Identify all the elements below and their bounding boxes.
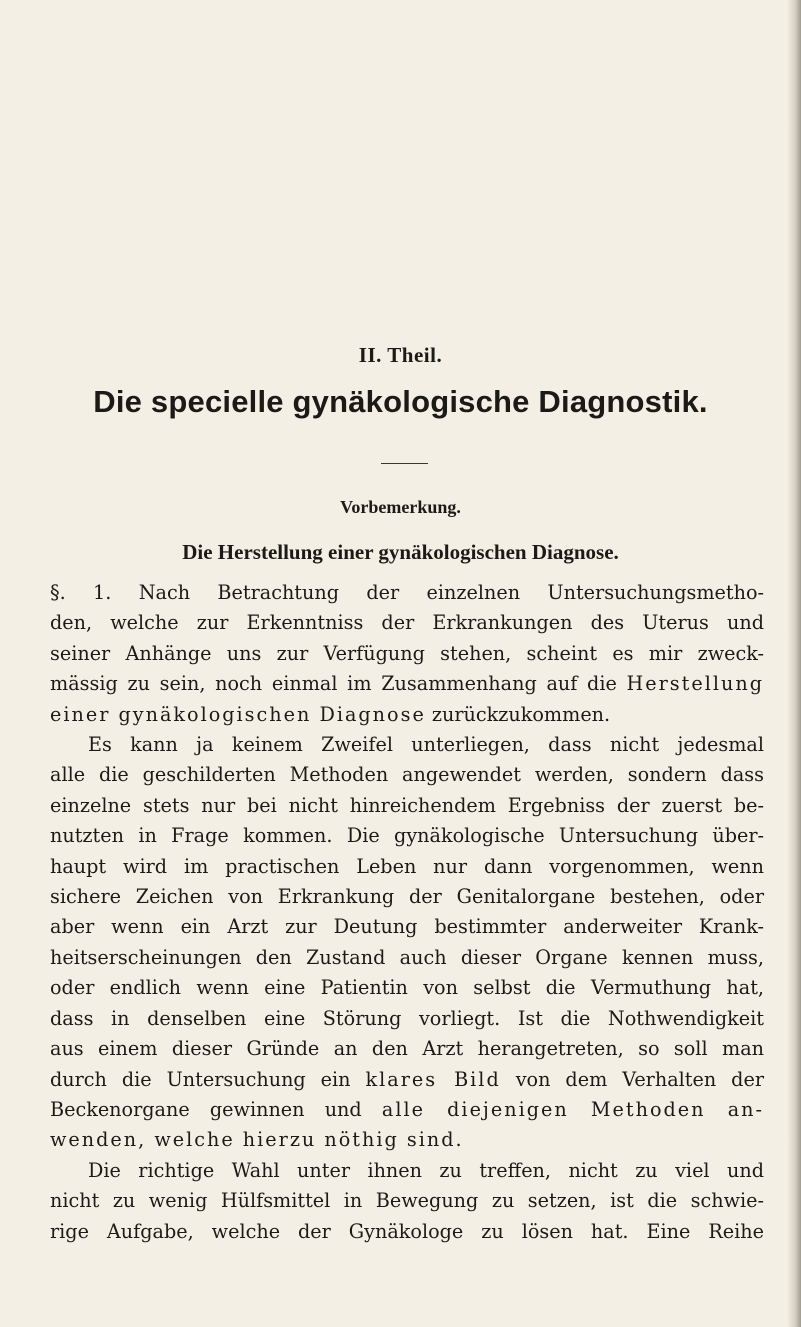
text-line: aus einem dieser Gründe an den Arzt herangetreten, so soll man [50,1037,764,1061]
text-segment: durch die Untersuchung ein [50,1067,366,1091]
text-line [50,1125,764,1155]
text-line: aber wenn ein Arzt zur Deutung bestimmter anderweiter Krank- [50,915,764,939]
text-line: haupt wird im practischen Leben nur dann vorgenommen, wenn [50,854,764,878]
emphasis-text: klares Bild [365,1067,501,1091]
text-line: Es kann ja keinem Zweifel unterliegen, dass nicht jedesmal [88,733,764,757]
text-line: rige Aufgabe, welche der Gynäkologe zu lösen hat. Eine Reihe [50,1219,764,1243]
text-line: den, welche zur Erkenntniss der Erkrankungen des Uterus und [50,611,764,635]
section-title: Die Herstellung einer gynäkologischen Diagnose. [182,540,619,564]
part-label: II. Theil. [358,343,443,367]
text-line: dass in denselben eine Störung vorliegt. Ist die Nothwendigkeit [50,1006,764,1030]
text-line: Die richtige Wahl unter ihnen zu treffen, nicht zu viel und [88,1158,764,1182]
text-line [50,1095,764,1125]
text-line: alle die geschilderten Methoden angewendet werden, sondern dass [50,763,764,787]
text-segment: zurückzukommen. [425,702,611,726]
text-line [50,669,764,699]
emphasis-text: alle diejenigen Methoden an- [381,1097,764,1121]
text-line: seiner Anhänge uns zur Verfügung stehen, scheint es mir zweck- [50,641,764,665]
text-segment: mässig zu sein, noch einmal im Zusammenhang auf die [50,672,627,696]
divider-rule [381,463,428,464]
text-segment: von dem Verhalten der [500,1067,764,1091]
text-line: nutzten in Frage kommen. Die gynäkologische Untersuchung über- [50,824,764,848]
preliminary-remark-heading: Vorbemerkung. [340,497,461,517]
emphasis-text: Herstellung [626,672,764,696]
chapter-title: Die specielle gynäkologische Diagnostik. [93,384,708,419]
text-line: nicht zu wenig Hülfsmittel in Bewegung zu setzen, ist die schwie- [50,1189,764,1213]
emphasis-text: wenden, welche hierzu nöthig sind. [50,1128,464,1152]
body-text [50,578,764,1247]
text-line: einzelne stets nur bei nicht hinreichendem Ergebniss der zuerst be- [50,793,764,817]
text-line: sichere Zeichen von Erkrankung der Genitalorgane bestehen, oder [50,885,764,909]
text-line: heitserscheinungen den Zustand auch dieser Organe kennen muss, [50,945,764,969]
text-line [50,1065,764,1095]
emphasis-text: einer gynäkologischen Diagnose [50,702,426,726]
text-line: §. 1. Nach Betrachtung der einzelnen Untersuchungsmetho- [50,581,764,604]
text-line: oder endlich wenn eine Patientin von selbst die Vermuthung hat, [50,976,764,1000]
page-edge-shadow [787,0,801,1327]
text-line [50,700,764,730]
text-segment: Beckenorgane gewinnen und [50,1097,382,1121]
